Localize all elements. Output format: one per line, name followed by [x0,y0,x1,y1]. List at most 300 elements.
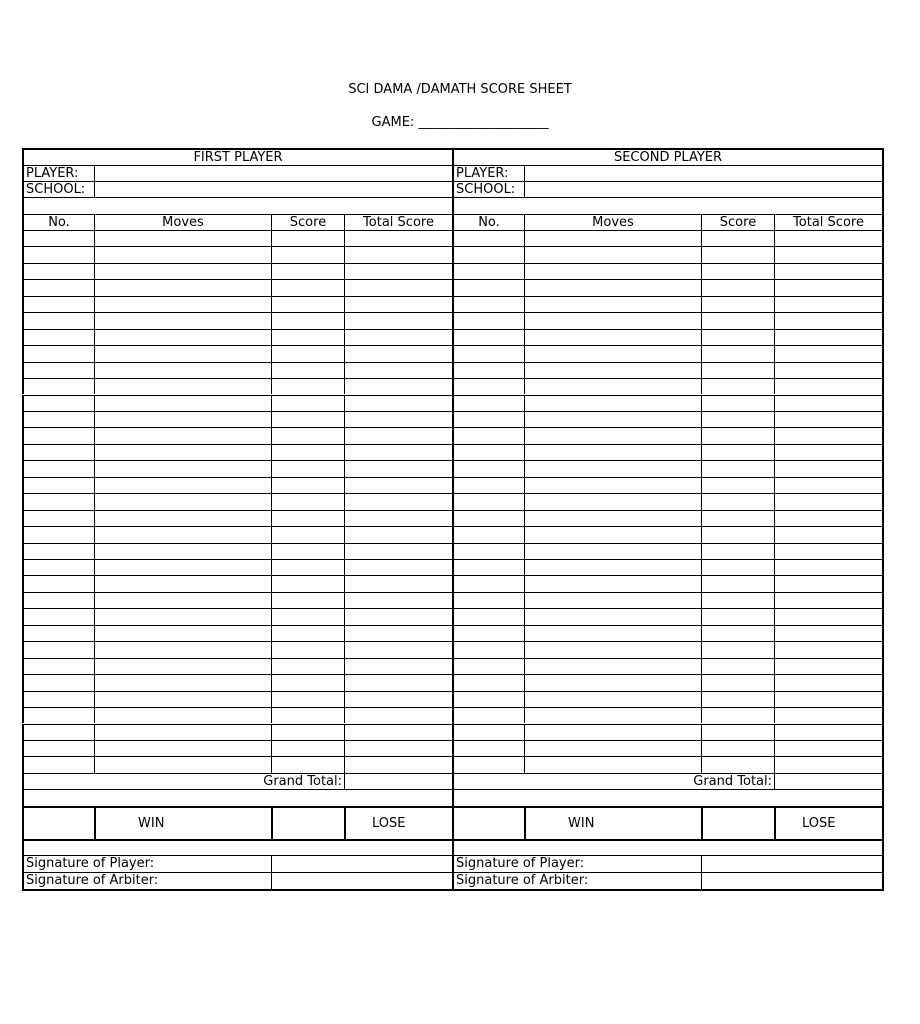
score-cell[interactable] [271,312,344,328]
score-cell[interactable] [271,691,344,707]
total-score-cell[interactable] [774,756,882,772]
col-total-score-header: Total Score [344,214,452,230]
score-cell[interactable] [701,362,774,378]
move-no-cell[interactable] [22,658,94,674]
total-score-cell[interactable] [344,756,452,772]
total-score-cell[interactable] [344,510,452,526]
move-no-cell[interactable] [452,345,524,361]
total-score-cell[interactable] [344,345,452,361]
move-cell[interactable] [524,329,701,345]
move-no-cell[interactable] [452,312,524,328]
move-cell[interactable] [94,691,271,707]
move-cell[interactable] [94,543,271,559]
score-cell[interactable] [701,526,774,542]
move-no-cell[interactable] [22,707,94,723]
move-cell[interactable] [524,477,701,493]
move-no-cell[interactable] [22,493,94,509]
move-cell[interactable] [524,246,701,262]
move-cell[interactable] [94,296,271,312]
total-score-cell[interactable] [344,362,452,378]
move-cell[interactable] [94,526,271,542]
score-cell[interactable] [271,756,344,772]
score-cell[interactable] [701,329,774,345]
total-score-cell[interactable] [774,641,882,657]
total-score-cell[interactable] [344,230,452,246]
move-no-cell[interactable] [22,756,94,772]
score-cell[interactable] [271,279,344,295]
move-no-cell[interactable] [22,740,94,756]
score-cell[interactable] [701,674,774,690]
move-cell[interactable] [94,329,271,345]
score-cell[interactable] [271,707,344,723]
move-cell[interactable] [524,674,701,690]
total-score-cell[interactable] [774,526,882,542]
move-no-cell[interactable] [452,510,524,526]
score-cell[interactable] [271,296,344,312]
total-score-cell[interactable] [344,444,452,460]
score-cell[interactable] [701,740,774,756]
move-cell[interactable] [524,362,701,378]
score-cell[interactable] [701,395,774,411]
lose-checkbox[interactable] [701,806,774,839]
move-cell[interactable] [94,674,271,690]
move-no-cell[interactable] [22,608,94,624]
move-cell[interactable] [94,756,271,772]
move-no-cell[interactable] [452,427,524,443]
move-no-cell[interactable] [452,263,524,279]
total-score-cell[interactable] [774,625,882,641]
score-cell[interactable] [271,395,344,411]
score-cell[interactable] [701,312,774,328]
total-score-cell[interactable] [344,296,452,312]
total-score-cell[interactable] [344,658,452,674]
move-cell[interactable] [94,707,271,723]
total-score-cell[interactable] [774,543,882,559]
grand-total-label: Grand Total: [22,773,344,789]
score-cell[interactable] [701,444,774,460]
score-cell[interactable] [271,427,344,443]
move-cell[interactable] [94,477,271,493]
total-score-cell[interactable] [774,362,882,378]
move-cell[interactable] [94,575,271,591]
move-no-cell[interactable] [452,641,524,657]
move-cell[interactable] [524,641,701,657]
move-cell[interactable] [94,658,271,674]
score-cell[interactable] [271,477,344,493]
col-score-header: Score [271,214,344,230]
move-cell[interactable] [524,691,701,707]
move-cell[interactable] [94,740,271,756]
move-no-cell[interactable] [22,510,94,526]
total-score-cell[interactable] [774,246,882,262]
move-cell[interactable] [94,378,271,394]
score-cell[interactable] [271,526,344,542]
move-cell[interactable] [94,460,271,476]
lose-checkbox[interactable] [271,806,344,839]
move-cell[interactable] [94,230,271,246]
spacer-row [22,197,452,214]
school-name-field[interactable] [524,181,882,197]
move-cell[interactable] [524,592,701,608]
total-score-cell[interactable] [774,345,882,361]
player-name-field[interactable] [94,165,452,181]
total-score-cell[interactable] [774,296,882,312]
score-cell[interactable] [701,345,774,361]
score-cell[interactable] [701,625,774,641]
move-cell[interactable] [94,724,271,740]
move-cell[interactable] [524,312,701,328]
sig-arbiter-field[interactable] [271,872,452,889]
score-cell[interactable] [701,707,774,723]
move-cell[interactable] [524,493,701,509]
score-cell[interactable] [271,543,344,559]
total-score-cell[interactable] [344,608,452,624]
col-moves-header: Moves [94,214,271,230]
move-cell[interactable] [94,345,271,361]
panel-heading: FIRST PLAYER [22,148,452,165]
sig-arbiter-field[interactable] [701,872,882,889]
col-moves-header: Moves [524,214,701,230]
move-no-cell[interactable] [452,756,524,772]
total-score-cell[interactable] [774,460,882,476]
total-score-cell[interactable] [774,608,882,624]
total-score-cell[interactable] [774,658,882,674]
total-score-cell[interactable] [344,427,452,443]
sig-player-label: Signature of Player: [22,855,271,872]
move-no-cell[interactable] [452,740,524,756]
move-no-cell[interactable] [22,427,94,443]
total-score-cell[interactable] [344,329,452,345]
move-no-cell[interactable] [452,378,524,394]
move-cell[interactable] [94,493,271,509]
move-no-cell[interactable] [452,329,524,345]
total-score-cell[interactable] [774,493,882,509]
move-cell[interactable] [94,427,271,443]
move-cell[interactable] [524,575,701,591]
score-cell[interactable] [701,427,774,443]
move-cell[interactable] [94,395,271,411]
move-no-cell[interactable] [452,411,524,427]
total-score-cell[interactable] [344,395,452,411]
move-no-cell[interactable] [452,395,524,411]
move-no-cell[interactable] [22,279,94,295]
move-cell[interactable] [524,279,701,295]
total-score-cell[interactable] [344,724,452,740]
move-cell[interactable] [524,510,701,526]
total-score-cell[interactable] [344,493,452,509]
move-cell[interactable] [524,543,701,559]
score-cell[interactable] [701,296,774,312]
sig-player-label: Signature of Player: [452,855,701,872]
move-cell[interactable] [524,230,701,246]
win-label: WIN [94,806,271,839]
move-no-cell[interactable] [452,526,524,542]
score-cell[interactable] [271,510,344,526]
move-no-cell[interactable] [22,263,94,279]
total-score-cell[interactable] [774,230,882,246]
school-name-field[interactable] [94,181,452,197]
score-cell[interactable] [271,724,344,740]
move-cell[interactable] [94,279,271,295]
score-cell[interactable] [701,279,774,295]
score-cell[interactable] [271,625,344,641]
total-score-cell[interactable] [344,575,452,591]
total-score-cell[interactable] [774,674,882,690]
score-cell[interactable] [271,246,344,262]
score-cell[interactable] [701,246,774,262]
move-no-cell[interactable] [452,691,524,707]
move-no-cell[interactable] [22,625,94,641]
move-no-cell[interactable] [22,477,94,493]
total-score-cell[interactable] [344,707,452,723]
total-score-cell[interactable] [344,279,452,295]
move-no-cell[interactable] [22,411,94,427]
lose-label: LOSE [774,806,882,839]
col-no-header: No. [22,214,94,230]
grand-total-field[interactable] [774,773,882,789]
move-no-cell[interactable] [22,575,94,591]
win-checkbox[interactable] [22,806,94,839]
total-score-cell[interactable] [344,543,452,559]
score-cell[interactable] [701,477,774,493]
player-name-field[interactable] [524,165,882,181]
sig-player-field[interactable] [271,855,452,872]
score-cell[interactable] [271,740,344,756]
move-no-cell[interactable] [452,625,524,641]
move-no-cell[interactable] [22,691,94,707]
score-cell[interactable] [271,263,344,279]
move-no-cell[interactable] [452,362,524,378]
move-cell[interactable] [524,724,701,740]
panel-heading: SECOND PLAYER [452,148,882,165]
move-cell[interactable] [524,526,701,542]
total-score-cell[interactable] [774,510,882,526]
school-label: SCHOOL: [452,181,524,197]
score-cell[interactable] [271,641,344,657]
move-no-cell[interactable] [452,246,524,262]
score-cell[interactable] [701,493,774,509]
grand-total-field[interactable] [344,773,452,789]
score-cell[interactable] [271,658,344,674]
move-no-cell[interactable] [22,460,94,476]
score-cell[interactable] [271,493,344,509]
total-score-cell[interactable] [774,427,882,443]
move-no-cell[interactable] [452,608,524,624]
move-no-cell[interactable] [452,477,524,493]
move-cell[interactable] [524,460,701,476]
move-cell[interactable] [524,559,701,575]
total-score-cell[interactable] [774,411,882,427]
total-score-cell[interactable] [774,707,882,723]
total-score-cell[interactable] [774,263,882,279]
score-cell[interactable] [271,411,344,427]
move-cell[interactable] [524,263,701,279]
total-score-cell[interactable] [344,691,452,707]
total-score-cell[interactable] [344,263,452,279]
score-cell[interactable] [701,756,774,772]
total-score-cell[interactable] [774,740,882,756]
score-cell[interactable] [271,460,344,476]
score-cell[interactable] [701,559,774,575]
col-total-score-header: Total Score [774,214,882,230]
score-cell[interactable] [271,559,344,575]
total-score-cell[interactable] [774,329,882,345]
move-no-cell[interactable] [22,674,94,690]
score-cell[interactable] [701,543,774,559]
move-no-cell[interactable] [22,444,94,460]
move-cell[interactable] [524,444,701,460]
move-cell[interactable] [94,362,271,378]
score-cell[interactable] [271,592,344,608]
score-cell[interactable] [701,608,774,624]
move-no-cell[interactable] [22,345,94,361]
sheet-title: SCI DAMA /DAMATH SCORE SHEET [348,82,572,97]
total-score-cell[interactable] [774,724,882,740]
score-cell[interactable] [271,345,344,361]
move-no-cell[interactable] [452,592,524,608]
total-score-cell[interactable] [344,411,452,427]
sig-player-field[interactable] [701,855,882,872]
move-no-cell[interactable] [452,724,524,740]
lose-label: LOSE [344,806,452,839]
move-cell[interactable] [94,411,271,427]
move-cell[interactable] [94,625,271,641]
move-no-cell[interactable] [452,230,524,246]
move-no-cell[interactable] [22,296,94,312]
move-cell[interactable] [524,658,701,674]
total-score-cell[interactable] [774,378,882,394]
move-no-cell[interactable] [22,559,94,575]
move-cell[interactable] [524,756,701,772]
total-score-cell[interactable] [344,740,452,756]
move-no-cell[interactable] [22,592,94,608]
score-cell[interactable] [271,575,344,591]
move-no-cell[interactable] [452,674,524,690]
move-no-cell[interactable] [22,230,94,246]
total-score-cell[interactable] [344,674,452,690]
total-score-cell[interactable] [774,559,882,575]
move-cell[interactable] [94,608,271,624]
total-score-cell[interactable] [344,477,452,493]
game-field[interactable]: GAME: ____________________ [371,115,549,130]
total-score-cell[interactable] [344,625,452,641]
move-cell[interactable] [524,427,701,443]
score-cell[interactable] [271,608,344,624]
move-cell[interactable] [524,411,701,427]
total-score-cell[interactable] [344,526,452,542]
move-no-cell[interactable] [452,575,524,591]
move-no-cell[interactable] [452,279,524,295]
total-score-cell[interactable] [344,592,452,608]
score-cell[interactable] [271,362,344,378]
panel-bottom-border [22,889,454,891]
score-cell[interactable] [701,724,774,740]
total-score-cell[interactable] [344,460,452,476]
total-score-cell[interactable] [344,378,452,394]
total-score-cell[interactable] [344,641,452,657]
spacer-row [22,839,452,855]
move-no-cell[interactable] [22,312,94,328]
total-score-cell[interactable] [344,312,452,328]
move-cell[interactable] [524,345,701,361]
move-no-cell[interactable] [452,707,524,723]
score-cell[interactable] [701,460,774,476]
move-no-cell[interactable] [452,460,524,476]
total-score-cell[interactable] [774,312,882,328]
move-cell[interactable] [524,296,701,312]
move-cell[interactable] [94,641,271,657]
score-cell[interactable] [701,592,774,608]
score-cell[interactable] [701,411,774,427]
score-cell[interactable] [701,510,774,526]
move-no-cell[interactable] [22,543,94,559]
total-score-cell[interactable] [774,575,882,591]
total-score-cell[interactable] [774,592,882,608]
win-checkbox[interactable] [452,806,524,839]
move-no-cell[interactable] [452,296,524,312]
move-no-cell[interactable] [22,329,94,345]
move-cell[interactable] [94,559,271,575]
move-cell[interactable] [524,608,701,624]
score-cell[interactable] [271,674,344,690]
move-cell[interactable] [524,740,701,756]
score-cell[interactable] [271,444,344,460]
panel-right-border [882,148,884,891]
move-no-cell[interactable] [452,493,524,509]
move-no-cell[interactable] [452,444,524,460]
move-cell[interactable] [94,510,271,526]
score-cell[interactable] [271,329,344,345]
score-cell[interactable] [271,378,344,394]
total-score-cell[interactable] [344,559,452,575]
total-score-cell[interactable] [774,477,882,493]
move-cell[interactable] [524,707,701,723]
move-no-cell[interactable] [22,526,94,542]
move-cell[interactable] [524,625,701,641]
score-cell[interactable] [271,230,344,246]
score-cell[interactable] [701,641,774,657]
move-no-cell[interactable] [452,543,524,559]
panel-bottom-border [452,889,884,891]
score-cell[interactable] [701,378,774,394]
move-cell[interactable] [94,246,271,262]
score-cell[interactable] [701,263,774,279]
move-no-cell[interactable] [22,641,94,657]
score-cell[interactable] [701,658,774,674]
move-no-cell[interactable] [452,658,524,674]
move-no-cell[interactable] [22,362,94,378]
move-no-cell[interactable] [452,559,524,575]
move-no-cell[interactable] [22,395,94,411]
total-score-cell[interactable] [774,691,882,707]
score-cell[interactable] [701,230,774,246]
total-score-cell[interactable] [344,246,452,262]
move-cell[interactable] [94,263,271,279]
move-cell[interactable] [94,312,271,328]
move-cell[interactable] [524,378,701,394]
move-cell[interactable] [94,592,271,608]
total-score-cell[interactable] [774,444,882,460]
move-no-cell[interactable] [22,724,94,740]
move-no-cell[interactable] [22,378,94,394]
total-score-cell[interactable] [774,395,882,411]
move-no-cell[interactable] [22,246,94,262]
total-score-cell[interactable] [774,279,882,295]
move-cell[interactable] [524,395,701,411]
score-cell[interactable] [701,691,774,707]
score-cell[interactable] [701,575,774,591]
move-cell[interactable] [94,444,271,460]
